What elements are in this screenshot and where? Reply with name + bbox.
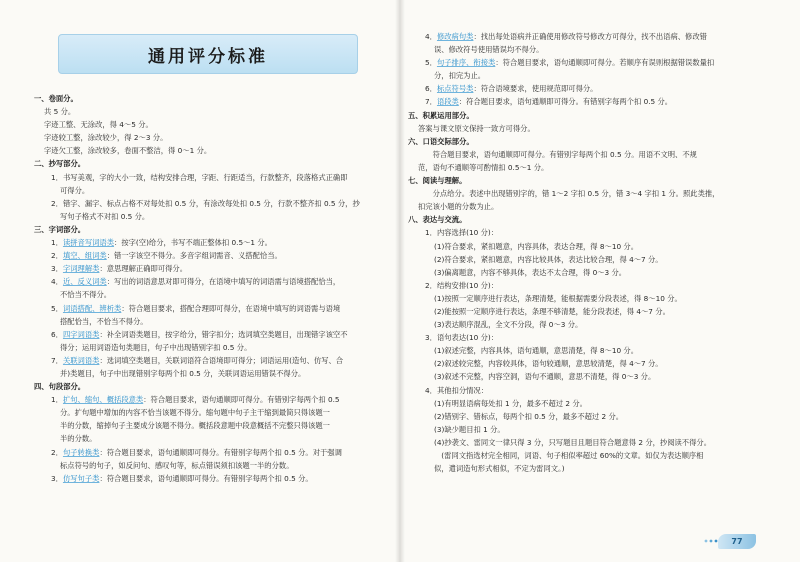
left-column: [34, 92, 386, 485]
line-text: 误、修改符号使用错误均不得分。: [434, 45, 544, 55]
item-number: 3．: [51, 264, 63, 274]
text-line: [408, 423, 770, 436]
line-text: ：符合题目要求，语句通顺即可得分。有错别字每两个扣 0.5 分。: [458, 97, 673, 107]
text-line: [408, 30, 770, 43]
text-line: [34, 118, 386, 131]
text-line: [408, 357, 770, 370]
section-heading: [408, 213, 770, 226]
section-heading: [34, 157, 386, 170]
item-number: 1．: [51, 395, 63, 405]
line-text: 六、口语交际部分。: [408, 136, 474, 146]
line-text: 标点符号的句子，如反问句、感叹句等，标点错误须扣该题一半的分数。: [60, 460, 294, 470]
text-line: [34, 184, 386, 197]
line-text: 扣完该小题的分数为止。: [418, 202, 499, 212]
text-line: [408, 161, 770, 174]
category-label: 扩句、缩句、概括段意类: [62, 395, 144, 405]
text-line: [34, 354, 386, 367]
section-heading: [34, 223, 386, 236]
right-column: [408, 30, 770, 475]
text-line: [408, 449, 770, 462]
line-text: 共 5 分。: [44, 107, 76, 117]
text-line: [34, 171, 386, 184]
line-text: ：找出每处语病并正确使用修改符号修改方可得分，找不出语病、修改错: [473, 32, 707, 41]
line-text: 字迹欠工整，涂改较多，卷面不整洁，得 0～1 分。: [44, 146, 212, 156]
line-text: 答案与课文原文保持一致方可得分。: [418, 123, 535, 133]
line-text: 不恰当不得分。: [60, 290, 112, 300]
line-text: 五、积累运用部分。: [408, 110, 474, 120]
category-label: 近、反义词类: [62, 277, 107, 287]
text-line: [34, 328, 386, 341]
category-label: 字词理解类: [62, 264, 100, 274]
text-line: [34, 341, 386, 354]
text-line: [408, 318, 770, 331]
line-text: 字迹较工整，涂改较少，得 2～3 分。: [44, 133, 168, 143]
item-number: 7．: [51, 355, 63, 365]
line-text: 似，遣词造句形式相似，不定为雷同文。): [434, 464, 565, 474]
category-label: 标点符号类: [436, 84, 474, 94]
item-number: 1．: [51, 238, 63, 248]
text-line: [34, 210, 386, 223]
text-line: [34, 446, 386, 459]
line-text: 半的分数。: [60, 434, 97, 444]
section-heading: [34, 380, 386, 393]
line-text: 2．错字、漏字、标点占格不对每处扣 0.5 分，有涂改每处扣 0.5 分，行款不整齐扣 0.5 分，抄: [51, 198, 360, 208]
text-line: [408, 122, 770, 135]
text-line: [408, 279, 770, 292]
line-text: (2)叙述较完整，内容较具体，语句较通顺，意思较清楚，得 4～7 分。: [434, 359, 663, 369]
text-line: [408, 200, 770, 213]
line-text: 1．书写美观，字的大小一致，结构安排合理，字距、行距适当，行款整齐，段落格式正确即: [51, 172, 348, 182]
text-line: [34, 131, 386, 144]
line-text: ：补全词语类题目，按字给分，错字扣分；选词填空类题目，出现错字该空不: [99, 329, 348, 339]
text-line: [408, 187, 770, 200]
text-line: [34, 105, 386, 118]
text-line: [408, 331, 770, 344]
item-number: 2．: [51, 251, 63, 261]
line-text: 三、字词部分。: [34, 224, 86, 234]
text-line: [34, 472, 386, 485]
category-label: 关联词语类: [62, 355, 100, 365]
category-label: 读拼音写词语类: [62, 238, 115, 248]
text-line: [408, 43, 770, 56]
line-text: (1)有明显语病每处扣 1 分，最多不超过 2 分。: [434, 398, 587, 408]
text-line: [408, 462, 770, 475]
item-number: 3．: [51, 473, 63, 483]
text-line: [408, 69, 770, 82]
line-text: 1．内容选择(10 分)：: [425, 228, 499, 238]
category-label: 句子排序、衔接类: [436, 58, 496, 68]
section-heading: [34, 92, 386, 105]
text-line: [408, 253, 770, 266]
text-line: [408, 436, 770, 449]
line-text: ：符合语境要求，使用规范即可得分。: [473, 84, 598, 94]
book-spine-shadow: [395, 0, 405, 562]
line-text: ：符合题目要求，语句通顺即可得分。若顺序有误则根据错误数量扣: [495, 58, 715, 68]
category-label: 修改病句类: [436, 32, 474, 41]
text-line: [34, 249, 386, 262]
category-label: 词语搭配、辨析类: [62, 303, 122, 313]
line-text: ：符合题目要求，语句通顺即可得分。有错别字每两个扣 0.5 分。对于强调: [99, 447, 342, 457]
line-text: (1)叙述完整，内容具体，语句通顺，意思清楚，得 8～10 分。: [434, 346, 639, 356]
category-label: 填空、组词类: [62, 251, 107, 261]
section-heading: [408, 109, 770, 122]
decorative-dots-icon: [704, 538, 718, 544]
item-number: 4．: [51, 277, 63, 287]
text-line: [408, 384, 770, 397]
item-number: 2．: [51, 447, 63, 457]
line-text: 一、卷面分。: [34, 94, 78, 103]
line-text: 分点给分。表述中出现错别字的，错 1～2 字扣 0.5 分，错 3～4 字扣 1 分。照此类推，: [418, 189, 720, 199]
item-number: 4．: [425, 32, 437, 41]
text-line: [34, 419, 386, 432]
item-number: 6．: [425, 84, 437, 94]
text-line: [408, 305, 770, 318]
title-banner: [58, 34, 358, 74]
section-heading: [408, 135, 770, 148]
text-line: [34, 315, 386, 328]
text-line: [408, 226, 770, 239]
line-text: (2)错别字、错标点，每两个扣 0.5 分，最多不超过 2 分。: [434, 411, 624, 421]
text-line: [34, 275, 386, 288]
text-line: [408, 370, 770, 383]
category-label: 语段类: [436, 97, 459, 107]
category-label: 仿写句子类: [62, 473, 100, 483]
page-title: 通用评分标准: [148, 46, 268, 67]
text-line: [34, 459, 386, 472]
text-line: [34, 432, 386, 445]
item-number: 5．: [425, 58, 437, 68]
line-text: (3)偏离题意，内容不够具体，表达不太合理，得 0～3 分。: [434, 267, 627, 277]
text-line: [34, 236, 386, 249]
line-text: ：符合题目要求，语句通顺即可得分。有错别字每两个扣 0.5: [143, 395, 340, 405]
line-text: 3．语句表达(10 分)：: [425, 333, 499, 343]
page-number: 77: [718, 534, 756, 549]
category-label: 句子转换类: [62, 447, 100, 457]
line-text: 写句子格式不对扣 0.5 分。: [60, 211, 150, 221]
item-number: 7．: [425, 97, 437, 107]
line-text: (4)抄袭文、雷同文一律只得 3 分，只写题目且题目符合题意得 2 分，抄阅读不得分。: [434, 437, 711, 447]
line-text: 2．结构安排(10 分)：: [425, 280, 499, 290]
line-text: 4．其他扣分情况：: [425, 385, 489, 395]
line-text: (雷同文指选材完全相同，词语、句子相似率超过 60%的文章。如仅为表达顺序相: [434, 451, 704, 460]
line-text: ：按字(空)给分，书写不端正整体扣 0.5～1 分。: [114, 238, 272, 248]
line-text: 二、抄写部分。: [34, 159, 86, 169]
line-text: (2)能按照一定顺序进行表达，条理不够清楚，能分段表述，得 4～7 分。: [434, 306, 670, 316]
section-heading: [408, 174, 770, 187]
text-line: [408, 56, 770, 69]
line-text: ：符合题目要求，搭配合理即可得分，在语境中填写的词语需与语境: [121, 303, 341, 313]
line-text: 八、表达与交流。: [408, 215, 467, 225]
line-text: (1)符合要求，紧扣题意，内容具体，表达合理，得 8～10 分。: [434, 241, 639, 251]
item-number: 6．: [51, 329, 63, 339]
item-number: 5．: [51, 303, 63, 313]
text-line: [408, 148, 770, 161]
line-text: 并)类题目，句子中出现错别字每两个扣 0.5 分，关联词语运用错误不得分。: [60, 368, 306, 378]
line-text: ：选词填空类题目，关联词语符合语境即可得分；词语运用(造句、仿写、合: [99, 355, 344, 365]
text-line: [34, 262, 386, 275]
text-line: [408, 82, 770, 95]
text-line: [34, 367, 386, 380]
line-text: 七、阅读与理解。: [408, 176, 467, 186]
text-line: [408, 95, 770, 108]
text-line: [408, 344, 770, 357]
text-line: [34, 302, 386, 315]
text-line: [408, 292, 770, 305]
line-text: 四、句段部分。: [34, 382, 86, 392]
line-text: 符合题目要求，语句通顺即可得分。有错别字每两个扣 0.5 分。用语不文明、不规: [418, 149, 697, 159]
line-text: (3)叙述不完整，内容空洞，语句不通顺，意思不清楚，得 0～3 分。: [434, 372, 656, 382]
line-text: (3)表达顺序混乱，全文不分段，得 0～3 分。: [434, 320, 583, 330]
line-text: (2)符合要求，紧扣题意，内容比较具体，表达比较合理，得 4～7 分。: [434, 254, 663, 264]
text-line: [408, 266, 770, 279]
text-line: [34, 406, 386, 419]
text-line: [34, 393, 386, 406]
line-text: 分。扩句题中增加的内容不恰当该题不得分。缩句题中句子主干缩到最简只得该题一: [60, 408, 330, 418]
line-text: ：符合题目要求，语句通顺即可得分。有错别字每两个扣 0.5 分。: [99, 473, 313, 483]
text-line: [408, 240, 770, 253]
line-text: ：写出的词语意思对即可得分，在语境中填写的词语需与语境搭配恰当，: [106, 277, 341, 287]
text-line: [408, 397, 770, 410]
line-text: (1)按照一定顺序进行表达，条理清楚，能根据需要分段表述，得 8～10 分。: [434, 293, 682, 303]
line-text: 得分；运用词语造句类题目，句子中出现错别字扣 0.5 分。: [60, 342, 252, 352]
text-line: [34, 197, 386, 210]
line-text: 范，语句不通顺等可酌情扣 0.5～1 分。: [418, 162, 549, 172]
line-text: 分，扣完为止。: [434, 71, 486, 81]
line-text: ：意思理解正确即可得分。: [99, 264, 187, 274]
line-text: 半的分数，缩掉句子主要成分该题不得分。概括段意题中段意概括不完整只得该题一: [60, 421, 330, 431]
line-text: ：错一字该空不得分。多音字组词需音、义搭配恰当。: [106, 251, 282, 261]
text-line: [34, 144, 386, 157]
line-text: 字迹工整、无涂改，得 4～5 分。: [44, 120, 153, 130]
line-text: (3)缺少题目扣 1 分。: [434, 424, 505, 434]
line-text: 可得分。: [60, 185, 90, 195]
text-line: [34, 288, 386, 301]
category-label: 四字词语类: [62, 329, 100, 339]
line-text: 搭配恰当，不恰当不得分。: [60, 316, 148, 326]
text-line: [408, 410, 770, 423]
